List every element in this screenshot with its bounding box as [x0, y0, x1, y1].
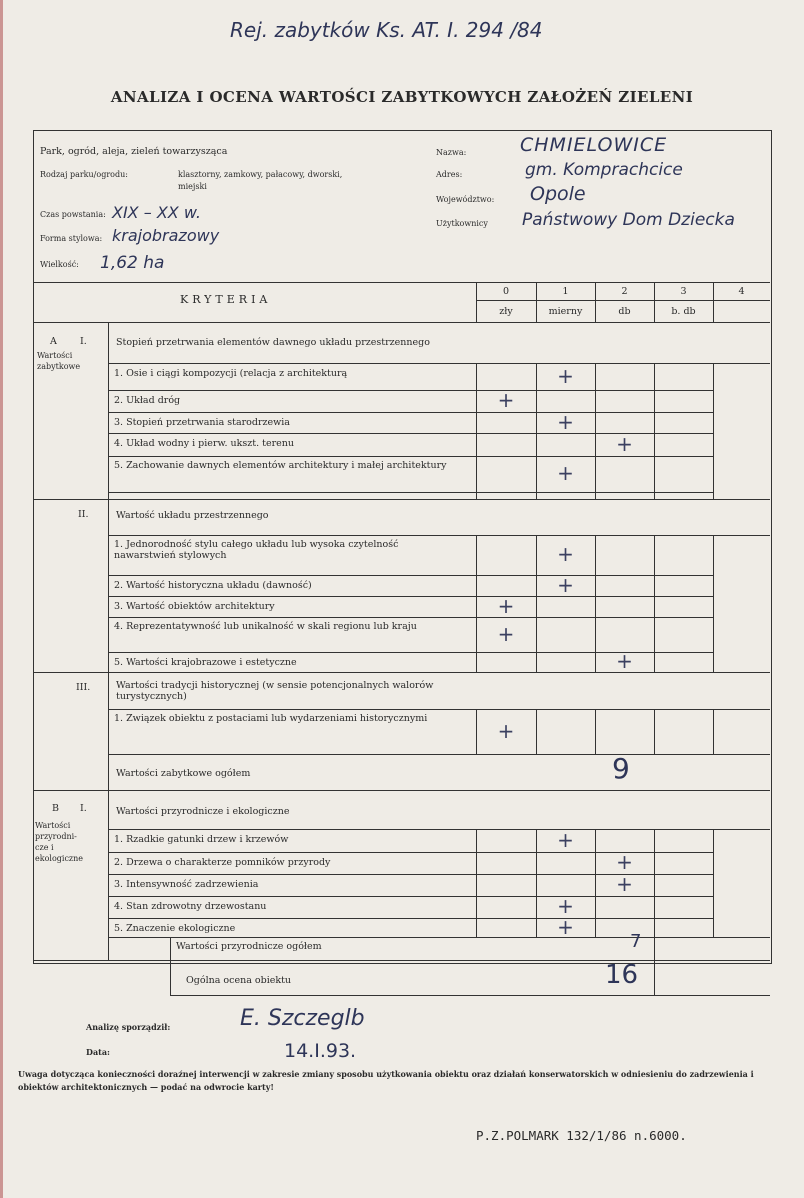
kind-options-2: miejski: [178, 182, 207, 191]
criterion-label: 2. Drzewa o charakterze pomników przyrody: [114, 857, 331, 868]
column-line: [654, 829, 655, 937]
group-a1-divider: [108, 363, 770, 364]
criteria-header: KRYTERIA: [180, 293, 272, 306]
criterion-label: 4. Układ wodny i pierw. ukszt. terenu: [114, 438, 294, 449]
score-mark: +: [616, 649, 633, 673]
column-grade: b. db: [671, 306, 696, 317]
score-mark: +: [557, 914, 574, 939]
row-line: [108, 617, 713, 618]
style-value: krajobrazowy: [112, 226, 220, 245]
criterion-label: 3. Intensywność zadrzewienia: [114, 879, 259, 890]
column-line: [654, 363, 655, 499]
column-line: [476, 709, 477, 754]
criterion-label: 5. Wartości krajobrazowe i estetyczne: [114, 657, 297, 668]
column-line: [713, 829, 714, 937]
column-number: 0: [502, 286, 510, 297]
row-line: [108, 492, 713, 493]
analysis-signature: E. Szczeglb: [240, 1006, 365, 1031]
criterion-label: 1. Osie i ciągi kompozycji (relacja z architekturą: [114, 368, 348, 379]
column-line: [476, 535, 477, 672]
section-a-total-value: 9: [612, 752, 630, 785]
score-mark: +: [557, 572, 574, 597]
column-line: [536, 363, 537, 499]
registry-note: Rej. zabytków Ks. AT. I. 294 /84: [230, 18, 543, 42]
row-line: [108, 918, 713, 919]
criterion-label: 3. Wartość obiektów architektury: [114, 601, 275, 612]
printer-imprint: P.Z.POLMARK 132/1/86 n.6000.: [476, 1128, 687, 1143]
score-mark: +: [557, 542, 574, 566]
criterion-label: 4. Reprezentatywność lub unikalność w skali regionu lub kraju: [114, 621, 417, 632]
score-mark: +: [557, 827, 574, 852]
column-number: 2: [621, 286, 628, 297]
address-label: Adres:: [436, 170, 463, 179]
overall-left-line: [170, 937, 171, 995]
column-line: [536, 829, 537, 937]
overall-label: Ogólna ocena obiektu: [186, 975, 292, 986]
score-mark: +: [497, 593, 515, 618]
score-mark: +: [616, 872, 633, 896]
group-a2-divider: [108, 535, 770, 536]
grade-divider: [476, 300, 770, 301]
score-mark: +: [497, 718, 515, 743]
column-grade: mierny: [548, 306, 583, 317]
row-line: [108, 596, 713, 597]
section-a-roman: I.: [80, 336, 87, 347]
criterion-label: 5. Znaczenie ekologiczne: [114, 923, 236, 934]
analysis-label: Analizę sporządził:: [86, 1022, 171, 1032]
section-a-roman2: II.: [78, 509, 89, 520]
score-mark: +: [497, 388, 515, 412]
section-b-letter: B: [52, 803, 59, 814]
criterion-label: 3. Stopień przetrwania starodrzewia: [114, 417, 290, 428]
style-label: Forma stylowa:: [40, 234, 103, 243]
column-line: [536, 709, 537, 754]
score-mark: +: [557, 461, 574, 485]
section-a-roman3: III.: [76, 682, 91, 693]
row-line: [108, 575, 713, 576]
overall-bottom: [170, 995, 770, 996]
row-line: [108, 390, 713, 391]
group-a3-divider: [108, 709, 770, 710]
column-line: [476, 363, 477, 499]
score-mark: +: [616, 431, 633, 456]
section-b-total-label: Wartości przyrodnicze ogółem: [176, 941, 322, 952]
score-mark: +: [557, 894, 574, 918]
column-line: [654, 535, 655, 672]
date-label: Data:: [86, 1047, 110, 1057]
criterion-label: 4. Stan zdrowotny drzewostanu: [114, 901, 267, 912]
column-number: 1: [562, 286, 569, 297]
column-line: [595, 709, 596, 754]
time-label: Czas powstania:: [40, 210, 106, 219]
header-divider: [33, 282, 770, 283]
score-mark: +: [497, 621, 515, 646]
row-line: [108, 456, 713, 457]
score-mark: +: [557, 363, 574, 388]
score-mark: +: [616, 850, 633, 874]
criteria-divider: [33, 322, 770, 323]
group-b1-divider: [108, 829, 770, 830]
column-line: [713, 363, 714, 499]
date-value: 14.I.93.: [284, 1040, 357, 1062]
group-a2-top: [33, 499, 770, 500]
column-line: [476, 829, 477, 937]
column-line: [595, 535, 596, 672]
voivodeship-label: Województwo:: [436, 195, 495, 204]
section-b-roman: I.: [80, 803, 87, 814]
section-a-total-label: Wartości zabytkowe ogółem: [116, 768, 251, 779]
criterion-label: 5. Zachowanie dawnych elementów architektury i małej architektury: [114, 460, 447, 471]
row-line: [108, 937, 713, 938]
time-value: XIX – XX w.: [112, 203, 201, 222]
criterion-label: 2. Wartość historyczna układu (dawność): [114, 580, 312, 591]
overall-top: [33, 960, 770, 961]
users-value: Państwowy Dom Dziecka: [522, 210, 735, 230]
criteria-label-column-line: [108, 322, 109, 960]
column-line: [595, 363, 596, 499]
column-line: [595, 829, 596, 937]
column-grade: db: [618, 306, 631, 317]
section-a-letter: A: [50, 336, 57, 347]
section-a-group3: Wartości tradycji historycznej (w sensie potencjonalnych walorów turystycznych): [116, 680, 434, 702]
size-label: Wielkość:: [40, 260, 79, 269]
name-value: CHMIELOWICE: [520, 134, 668, 156]
size-value: 1,62 ha: [100, 253, 165, 273]
section-b-total-value: 7: [630, 931, 642, 952]
column-grade: zły: [499, 306, 513, 317]
criterion-label: 1. Jednorodność stylu całego układu lub wysoka czytelność nawarstwień stylowych: [114, 539, 399, 561]
section-b-top: [33, 790, 770, 791]
type-label: Park, ogród, aleja, zieleń towarzysząca: [40, 146, 228, 157]
users-label: Użytkownicy: [436, 219, 488, 228]
address-value: gm. Komprachcice: [525, 160, 683, 180]
section-a-group1: Stopień przetrwania elementów dawnego układu przestrzennego: [116, 337, 430, 348]
page-title: ANALIZA I OCENA WARTOŚCI ZABYTKOWYCH ZAŁOŻEŃ ZIELENI: [110, 88, 694, 106]
overall-column-line: [654, 937, 655, 995]
intervention-note: Uwaga dotycząca konieczności doraźnej interwencji w zakresie zmiany sposobu użytkowania obiektu oraz działań konserwatorskich w odniesieniu do zadrzewienia i obiektów architektonicznych — podać na odwrocie karty!: [18, 1069, 754, 1092]
row-line: [108, 412, 713, 413]
column-number: 4: [738, 286, 745, 297]
column-line: [713, 709, 714, 754]
section-a-label: Wartości zabytkowe: [37, 351, 81, 371]
row-line: [108, 896, 713, 897]
criterion-label: 2. Układ dróg: [114, 395, 181, 406]
column-line: [713, 535, 714, 672]
criterion-label: 1. Rzadkie gatunki drzew i krzewów: [114, 834, 289, 845]
column-line: [536, 535, 537, 672]
column-number: 3: [680, 286, 687, 297]
section-b-label: Wartości przyrodni-cze i ekologiczne: [35, 821, 84, 863]
section-a-group2: Wartość układu przestrzennego: [116, 510, 269, 521]
name-label: Nazwa:: [436, 148, 467, 157]
voivodeship-value: Opole: [530, 183, 586, 205]
kind-options-1: klasztorny, zamkowy, pałacowy, dworski,: [178, 170, 343, 179]
criterion-label: 1. Związek obiektu z postaciami lub wydarzeniami historycznymi: [114, 713, 428, 724]
score-mark: +: [557, 409, 574, 434]
overall-value: 16: [605, 960, 639, 990]
kind-label: Rodzaj parku/ogrodu:: [40, 170, 128, 179]
section-b-group1: Wartości przyrodnicze i ekologiczne: [116, 806, 290, 817]
column-line: [654, 709, 655, 754]
